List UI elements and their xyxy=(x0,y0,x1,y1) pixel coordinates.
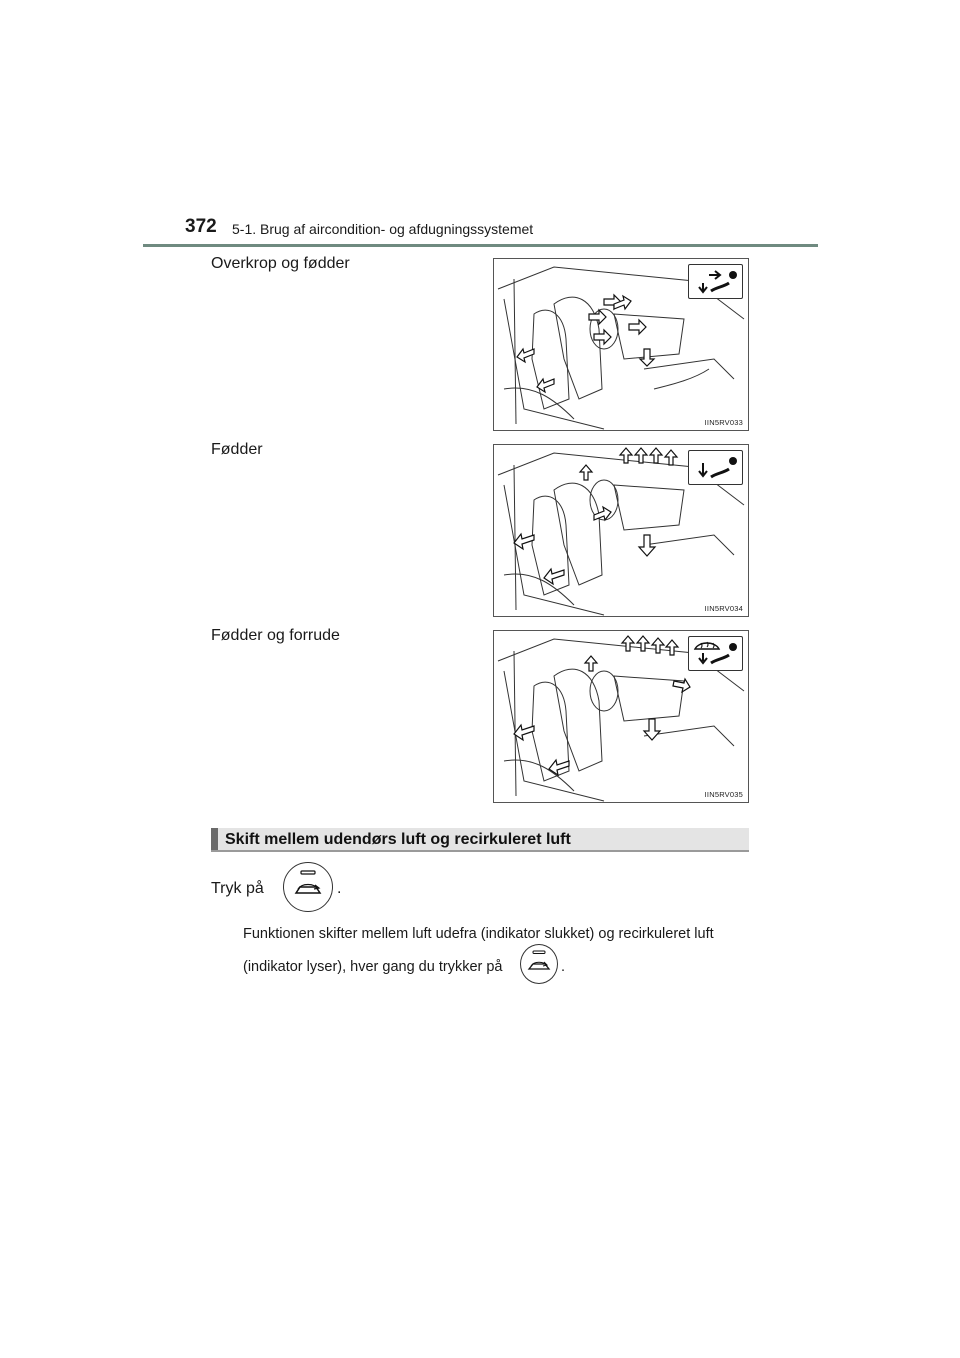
subheading-text: Skift mellem udendørs luft og recirkuleret luft xyxy=(225,831,571,848)
press-text: Tryk på xyxy=(211,880,264,897)
figure-code: IIN5RV034 xyxy=(704,604,743,613)
figure-code: IIN5RV033 xyxy=(704,418,743,427)
recirculation-button-icon xyxy=(520,944,558,984)
mode-label-feet: Fødder xyxy=(211,441,263,458)
header-rule xyxy=(143,244,818,247)
mode-label-face-feet: Overkrop og fødder xyxy=(211,255,350,272)
period: . xyxy=(337,880,342,897)
section-heading: 5-1. Brug af aircondition- og afdugningssystemet xyxy=(232,221,534,237)
figure-code: IIN5RV035 xyxy=(704,790,743,799)
face-and-feet-airflow-icon xyxy=(688,264,743,299)
description-line-1: Funktionen skifter mellem luft udefra (indikator slukket) og recirkuleret luft xyxy=(243,926,714,942)
recirculation-button-icon xyxy=(283,862,333,912)
feet-and-windshield-airflow-icon xyxy=(688,636,743,671)
description-line-2: (indikator lyser), hver gang du trykker på xyxy=(243,959,503,975)
mode-label-feet-windshield: Fødder og forrude xyxy=(211,627,340,644)
figure-feet xyxy=(493,444,749,617)
press-instruction xyxy=(211,880,264,898)
page-number: 372 xyxy=(185,216,217,237)
figure-feet-windshield xyxy=(493,630,749,803)
description-end: . xyxy=(561,959,566,975)
subheading-accent xyxy=(211,828,218,850)
figure-face-feet xyxy=(493,258,749,431)
feet-airflow-icon xyxy=(688,450,743,485)
subheading-recirculation xyxy=(211,828,749,852)
